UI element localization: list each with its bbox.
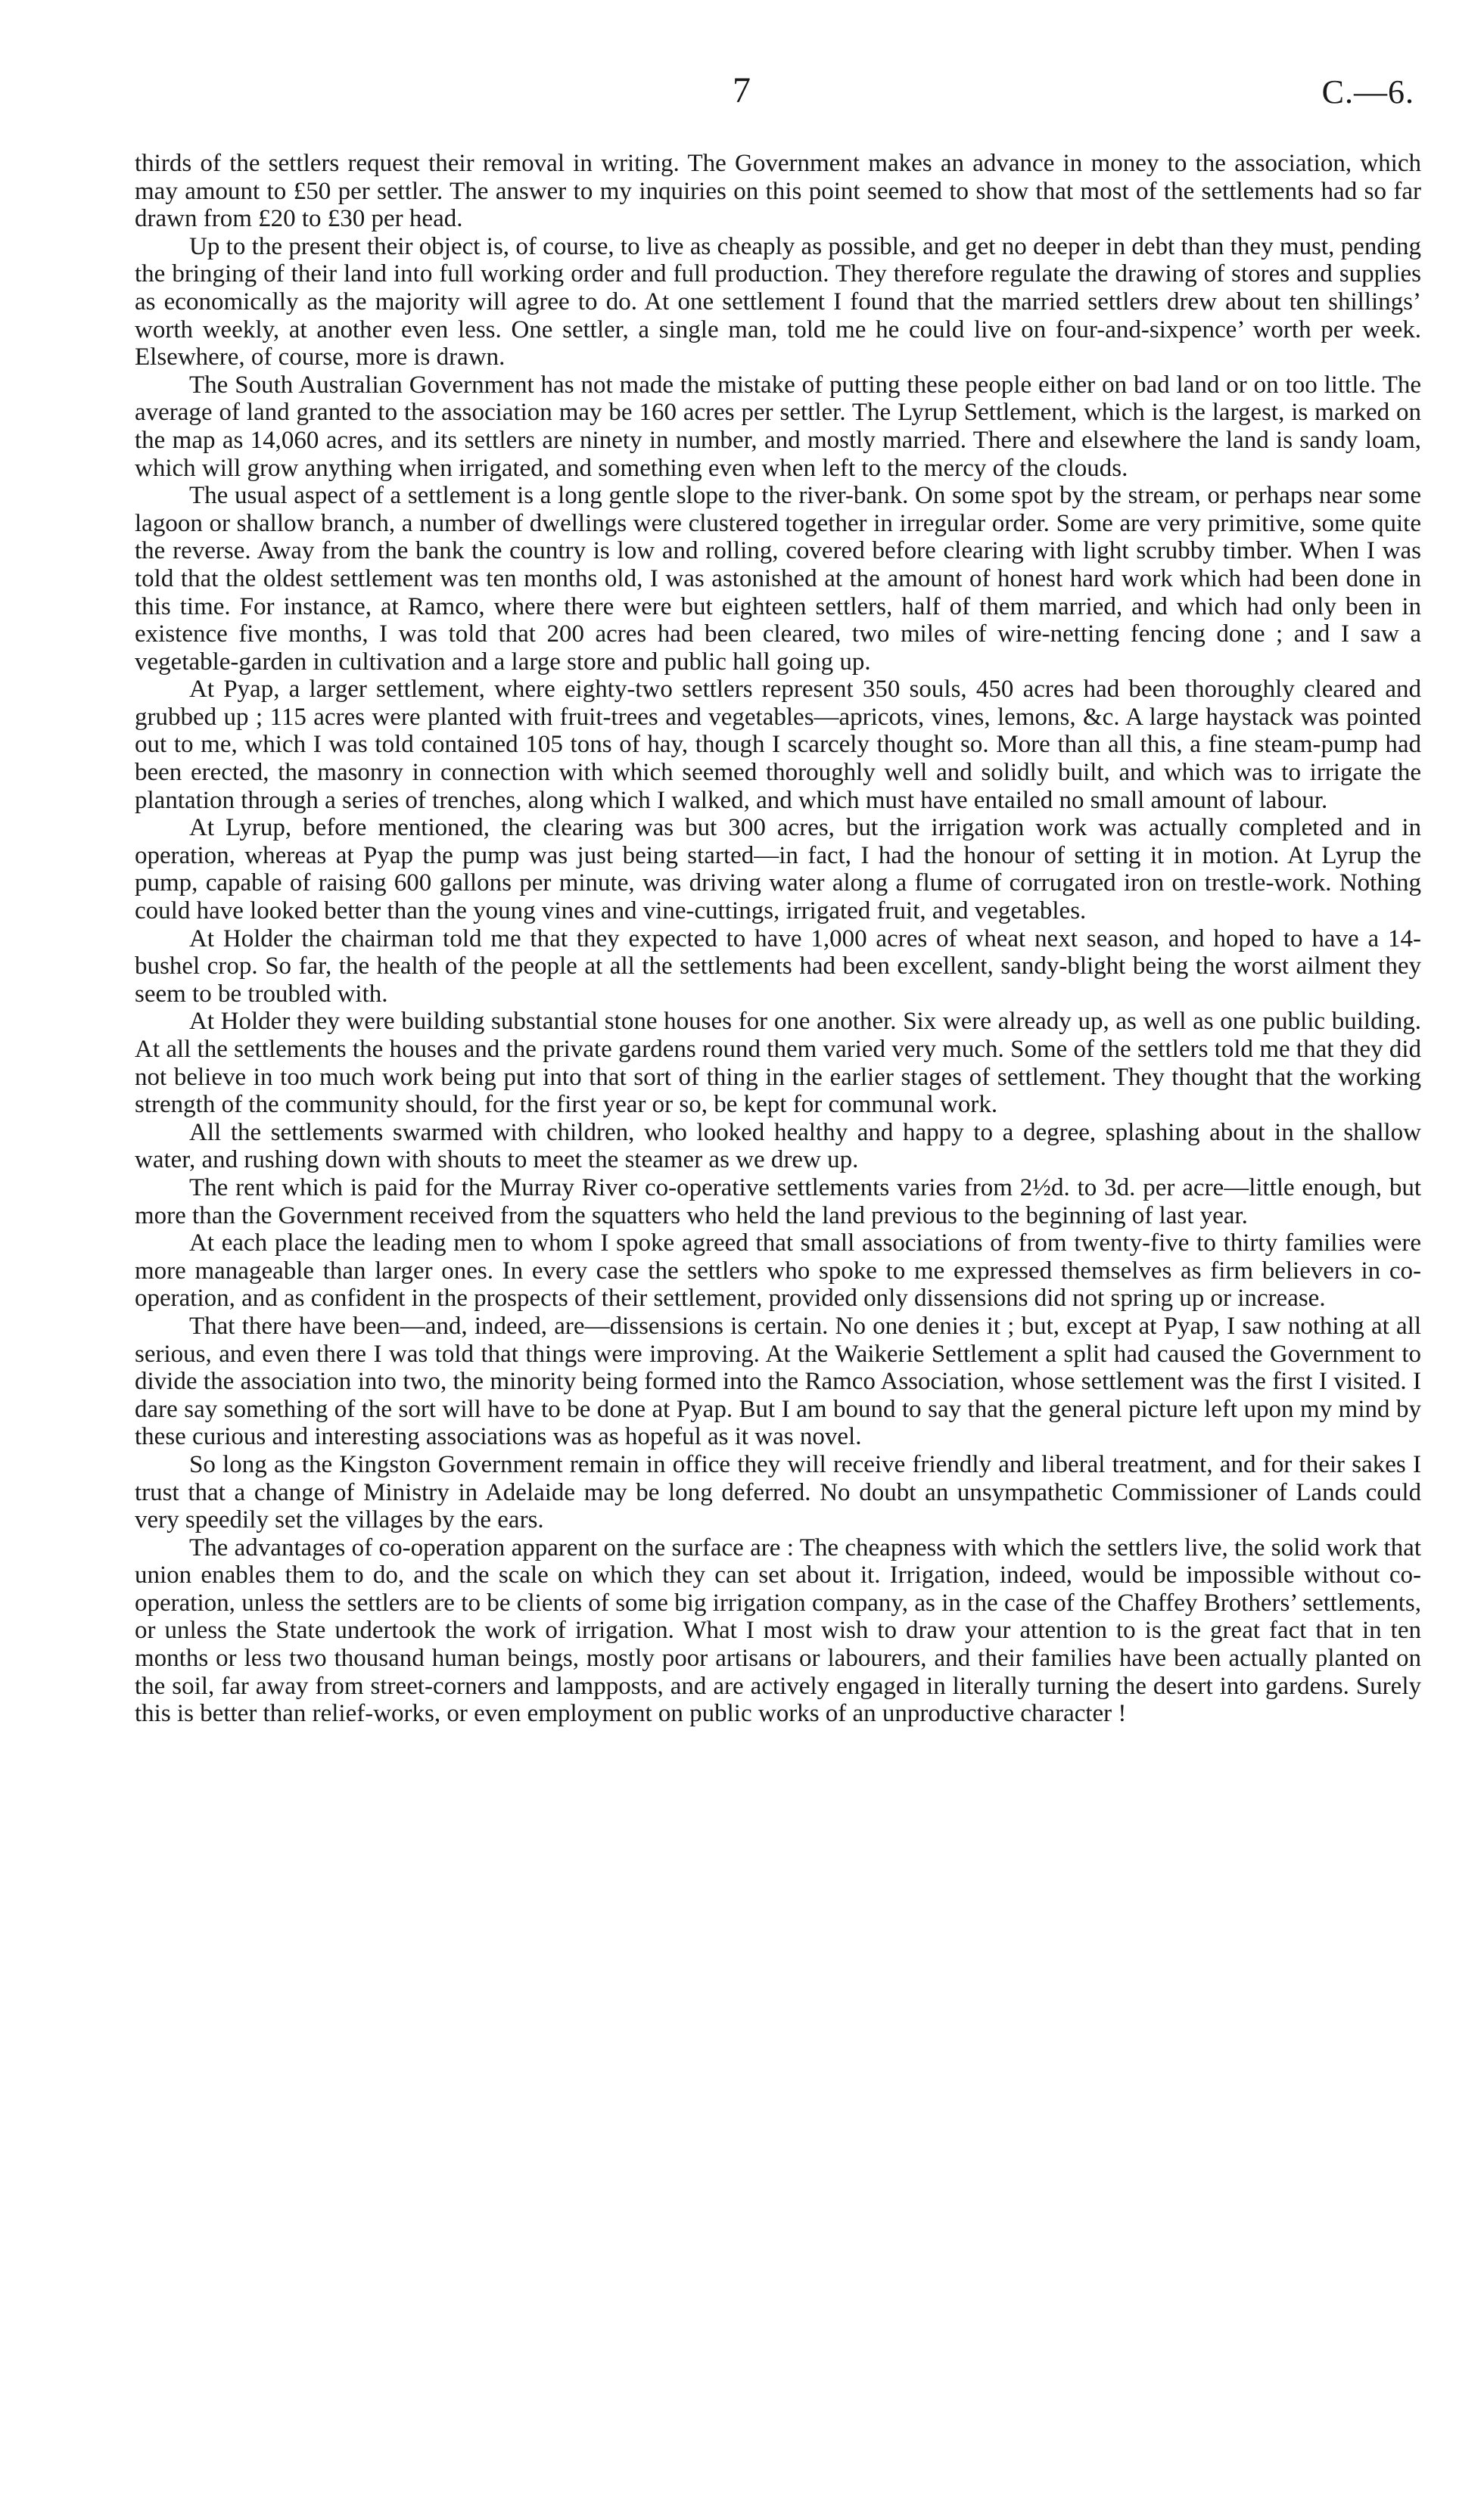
page-number: 7 xyxy=(733,70,751,110)
paragraph-holder-houses: At Holder they were building substantial stone houses for one another. Six were already up, as well as one public building. At all the settlements the houses and the private gardens round them varied very much. Some of the settlers told me that they did not believe in too much work being put into that sort of thing in the earlier stages of settlement. They thought that the working strength of the community should, for the first year or so, be kept for communal work. xyxy=(135,1008,1421,1119)
body-text xyxy=(135,150,1421,1728)
paragraph-pyap: At Pyap, a larger settlement, where eighty-two settlers represent 350 souls, 450 acres had been thoroughly cleared and grubbed up ; 115 acres were planted with fruit-trees and vegetables—apricots, vines, lemons, &c. A large haystack was pointed out to me, which I was told contained 105 tons of hay, though I scarcely thought so. More than all this, a fine steam-pump had been erected, the masonry in connection with which seemed thoroughly well and solidly built, and which was to irrigate the plantation through a series of trenches, along which I walked, and which must have entailed no small amount of labour. xyxy=(135,676,1421,814)
paragraph-children: All the settlements swarmed with children, who looked healthy and happy to a degree, splashing about in the shallow water, and rushing down with shouts to meet the steamer as we drew up. xyxy=(135,1118,1421,1174)
paragraph-rent: The rent which is paid for the Murray River co-operative settlements varies from 2½d. to 3d. per acre—little enough, but more than the Government received from the squatters who held the land previous to the beginning of last year. xyxy=(135,1173,1421,1229)
paragraph-settlement-aspect: The usual aspect of a settlement is a long gentle slope to the river-bank. On some spot by the stream, or perhaps near some lagoon or shallow branch, a number of dwellings were clustered together in irregular order. Some are very primitive, some quite the reverse. Away from the bank the country is low and rolling, covered before clearing with light scrubby timber. When I was told that the oldest settlement was ten months old, I was astonished at the amount of honest hard work which had been done in this time. For instance, at Ramco, where there were but eighteen settlers, half of them married, and which had only been in existence five months, I was told that 200 acres had been cleared, two miles of wire-netting fencing done ; and I saw a vegetable-garden in cultivation and a large store and public hall going up. xyxy=(135,482,1421,676)
paragraph-kingston-government: So long as the Kingston Government remain in office they will receive friendly and liberal treatment, and for their sakes I trust that a change of Ministry in Adelaide may be long deferred. No doubt an unsympathetic Commissioner of Lands could very speedily set the villages by the ears. xyxy=(135,1450,1421,1534)
paragraph-land-granted: The South Australian Government has not made the mistake of putting these people either on bad land or on too little. The average of land granted to the association may be 160 acres per settler. The Lyrup Settlement, which is the largest, is marked on the map as 14,060 acres, and its settlers are ninety in number, and mostly married. There and elsewhere the land is sandy loam, which will grow anything when irrigated, and something even when left to the mercy of the clouds. xyxy=(135,371,1421,482)
paragraph-settler-advance: thirds of the settlers request their removal in writing. The Government makes an advance in money to the association, which may amount to £50 per settler. The answer to my inquiries on this point seemed to show that most of the settlements had so far drawn from £20 to £30 per head. xyxy=(135,150,1421,233)
paragraph-living-cheaply: Up to the present their object is, of course, to live as cheaply as possible, and get no deeper in debt than they must, pending the bringing of their land into full working order and full production. They therefore regulate the drawing of stores and supplies as economically as the majority will agree to do. At one settlement I found that the married settlers drew about ten shillings’ worth weekly, at another even less. One settler, a single man, told me he could live on four-and-sixpence’ worth per week. Elsewhere, of course, more is drawn. xyxy=(135,232,1421,371)
paragraph-dissensions: That there have been—and, indeed, are—dissensions is certain. No one denies it ; but, except at Pyap, I saw nothing at all serious, and even there I was told that things were improving. At the Waikerie Settlement a split had caused the Government to divide the association into two, the minority being formed into the Ramco Association, whose settlement was the first I visited. I dare say something of the sort will have to be done at Pyap. But I am bound to say that the general picture left upon my mind by these curious and interesting associations was as hopeful as it was novel. xyxy=(135,1312,1421,1451)
paragraph-holder-wheat: At Holder the chairman told me that they expected to have 1,000 acres of wheat next season, and hoped to have a 14-bushel crop. So far, the health of the people at all the settlements had been excellent, sandy-blight being the worst ailment they seem to be troubled with. xyxy=(135,924,1421,1008)
paragraph-small-associations: At each place the leading men to whom I spoke agreed that small associations of from twenty-five to thirty families were more manageable than larger ones. In every case the settlers who spoke to me expressed themselves as firm believers in co-operation, and as confident in the prospects of their settlement, provided only dissensions did not spring up or increase. xyxy=(135,1229,1421,1313)
paragraph-lyrup: At Lyrup, before mentioned, the clearing was but 300 acres, but the irrigation work was actually completed and in operation, whereas at Pyap the pump was just being started—in fact, I had the honour of setting it in motion. At Lyrup the pump, capable of raising 600 gallons per minute, was driving water along a flume of corrugated iron on trestle-work. Nothing could have looked better than the young vines and vine-cuttings, irrigated fruit, and vegetables. xyxy=(135,814,1421,925)
document-reference: C.—6. xyxy=(1321,73,1414,110)
paragraph-advantages: The advantages of co-operation apparent on the surface are : The cheapness with which the settlers live, the solid work that union enables them to do, and the scale on which they can set about it. Irrigation, indeed, would be impossible without co-operation, unless the settlers are to be clients of some big irrigation company, as in the case of the Chaffey Brothers’ settlements, or unless the State undertook the work of irrigation. What I most wish to draw your attention to is the great fact that in ten months or less two thousand human beings, mostly poor artisans or labourers, and their families have been actually planted on the soil, far away from street-corners and lampposts, and are actively engaged in literally turning the desert into gardens. Surely this is better than relief-works, or even employment on public works of an unproductive character ! xyxy=(135,1533,1421,1728)
